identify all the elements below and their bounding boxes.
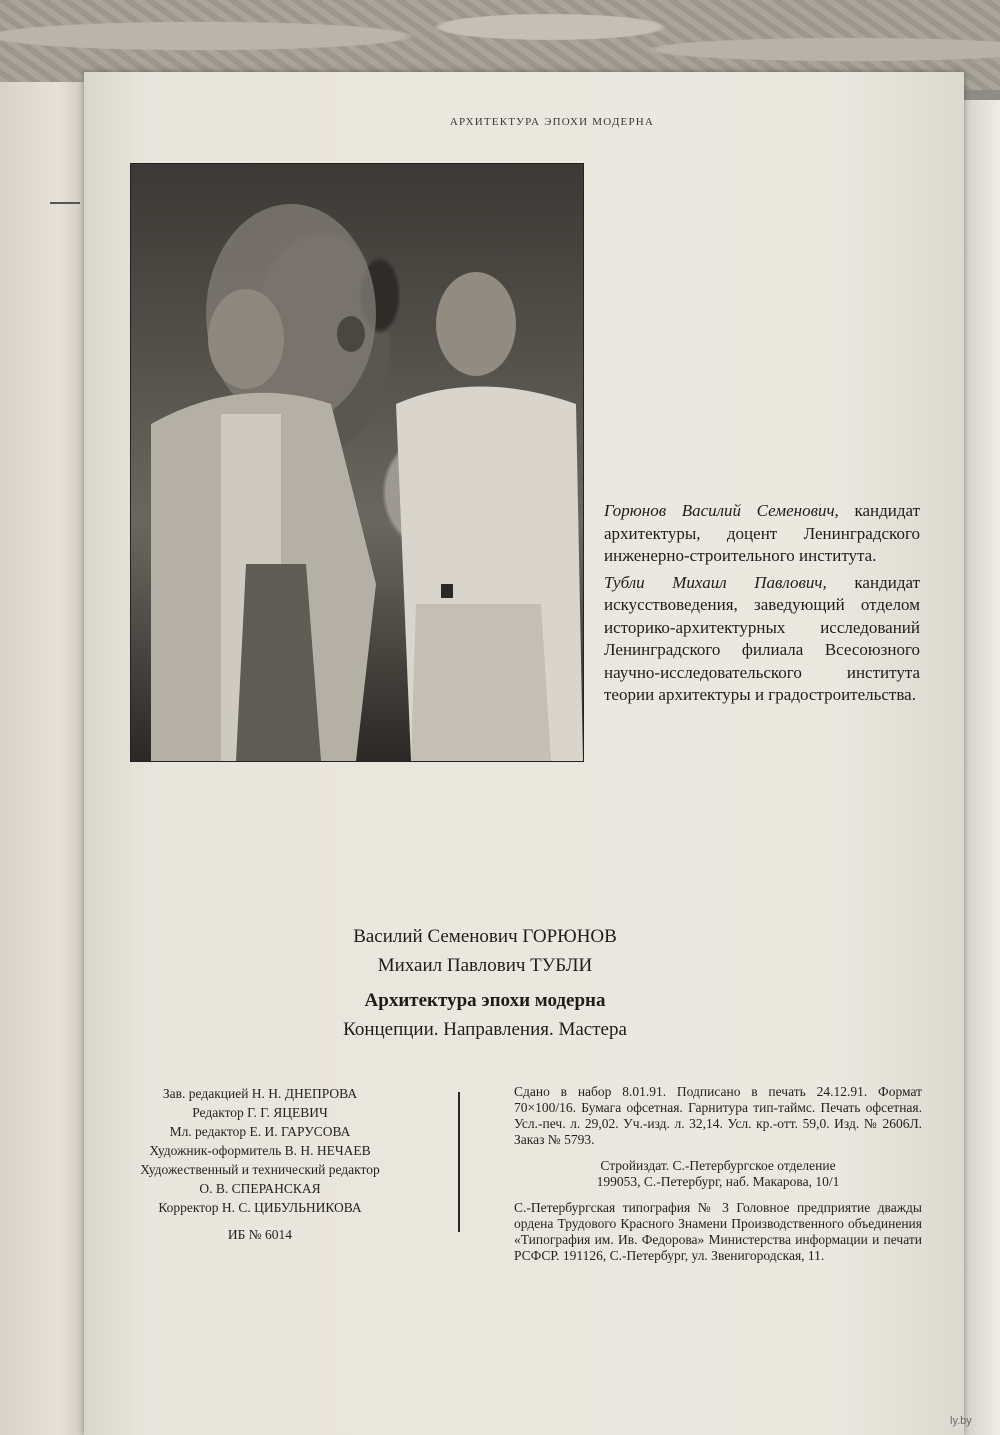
publisher-info	[514, 1158, 922, 1190]
left-page-rule	[50, 202, 80, 204]
publisher-line2: 199053, С.-Петербург, наб. Макарова, 10/1	[596, 1174, 840, 1189]
credit-line: Художественный и технический редактор	[140, 1162, 380, 1177]
watermark-text: ly.by	[950, 1415, 972, 1427]
author1-entry	[604, 500, 920, 568]
author1-name: Горюнов Василий Семенович,	[604, 501, 839, 520]
printer-info: С.-Петербургская типография № 3 Головное предприятие дважды ордена Трудового Красного Знамени Производственного объединения «Типография им. Ив. Федорова» Министерства информации и печати РСФСР. 191126, С.-Петербург, ул. Звенигородская, 11.	[514, 1200, 922, 1263]
credit-line: Художник-оформитель В. Н. НЕЧАЕВ	[149, 1143, 371, 1158]
author1-fullname: Василий Семенович ГОРЮНОВ	[353, 926, 617, 947]
authors-caption	[604, 500, 920, 707]
editorial-credits	[110, 1084, 410, 1244]
credit-line: Корректор Н. С. ЦИБУЛЬНИКОВА	[158, 1200, 362, 1215]
print-info: Сдано в набор 8.01.91. Подписано в печать 24.12.91. Формат 70×100/16. Бумага офсетная. Гарнитура тип-таймс. Печать офсетная. Усл.-печ. л. 29,02. Уч.-изд. л. 32,14. Усл. кр.-отт. 59,0. Изд. № 2606Л. Заказ № 5793.	[514, 1084, 922, 1147]
authors-photo	[130, 163, 584, 762]
author2-name: Тубли Михаил Павлович,	[604, 572, 827, 592]
imprint-info	[514, 1084, 922, 1274]
credit-line: О. В. СПЕРАНСКАЯ	[199, 1181, 321, 1196]
author1-bio: кандидат архитектуры, доцент Ленинградского инженерно-строительного института.	[604, 501, 921, 565]
credit-line: Мл. редактор Е. И. ГАРУСОВА	[169, 1124, 351, 1139]
author2-bio: кандидат искусствоведения, заведующий отделом историко-архитектурных исследований Ленинградского филиала Всесоюзного научно-исследовательского института теории архитектуры и градостроительства.	[604, 572, 920, 704]
photo-figures	[131, 164, 583, 761]
author2-fullname: Михаил Павлович ТУБЛИ	[377, 955, 593, 976]
publisher-line1: Стройиздат. С.-Петербургское отделение	[600, 1158, 836, 1173]
book-title: Архитектура эпохи модерна	[364, 990, 606, 1011]
credit-line: Зав. редакцией Н. Н. ДНЕПРОВА	[162, 1086, 358, 1101]
ib-number: ИБ № 6014	[227, 1227, 293, 1242]
column-divider	[458, 1092, 460, 1232]
author2-entry	[604, 572, 920, 707]
running-head: АРХИТЕКТУРА ЭПОХИ МОДЕРНА	[449, 116, 655, 128]
left-page-edge	[0, 82, 84, 1435]
credit-line: Редактор Г. Г. ЯЦЕВИЧ	[192, 1105, 328, 1120]
book-subtitle: Концепции. Направления. Мастера	[343, 1019, 627, 1040]
title-block	[250, 922, 720, 1044]
